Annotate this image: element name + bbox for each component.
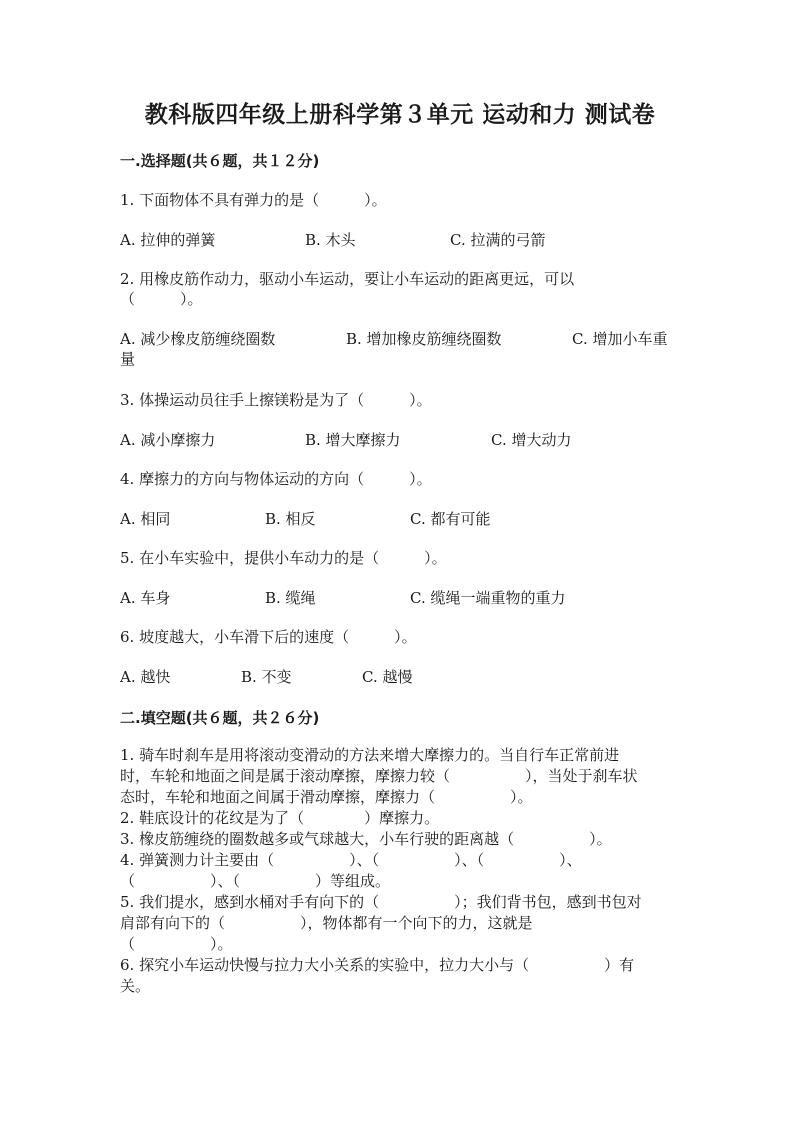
fill-line-7: （ ）、（ ）等组成。: [120, 872, 391, 890]
question-4-option-c: C. 都有可能: [410, 510, 491, 528]
fill-line-8: 5. 我们提水，感到水桶对手有向下的（ ）；我们背书包，感到书包对: [120, 893, 642, 911]
question-5-stem: 5. 在小车实验中，提供小车动力的是（ ）。: [120, 549, 447, 567]
section1-heading: 一.选择题(共６题，共１２分): [120, 152, 320, 170]
fill-line-1: 1. 骑车时刹车是用将滚动变滑动的方法来增大摩擦力的。当自行车正常前进: [120, 746, 620, 764]
section2-heading: 二.填空题(共６题，共２６分): [120, 709, 320, 727]
question-1-stem: 1. 下面物体不具有弹力的是（ ）。: [120, 191, 387, 209]
question-5-option-c: C. 缆绳一端重物的重力: [410, 589, 566, 607]
question-2-option-c: C. 增加小车重: [572, 330, 668, 348]
question-6-option-c: C. 越慢: [362, 668, 413, 686]
question-2-option-c-wrap: 量: [120, 350, 136, 368]
question-2-option-b: B. 增加橡皮筋缠绕圈数: [346, 330, 502, 348]
question-6-stem: 6. 坡度越大，小车滑下后的速度（ ）。: [120, 628, 417, 646]
fill-line-12: 关。: [120, 977, 151, 995]
question-3-stem: 3. 体操运动员往手上擦镁粉是为了（ ）。: [120, 391, 432, 409]
fill-line-11: 6. 探究小车运动快慢与拉力大小关系的实验中，拉力大小与（ ）有: [120, 956, 635, 974]
question-4-stem: 4. 摩擦力的方向与物体运动的方向（ ）。: [120, 470, 432, 488]
question-3-option-b: B. 增大摩擦力: [305, 431, 401, 449]
question-2-stem-line1: 2. 用橡皮筋作动力，驱动小车运动，要让小车运动的距离更远，可以: [120, 270, 575, 288]
question-4-option-a: A. 相同: [120, 510, 171, 528]
fill-line-9: 肩部有向下的（ ），物体都有一个向下的力，这就是: [120, 914, 533, 932]
fill-line-6: 4. 弹簧测力计主要由（ ）、（ ）、（ ）、: [120, 851, 582, 869]
question-4-option-b: B. 相反: [265, 510, 316, 528]
question-3-option-c: C. 增大动力: [491, 431, 572, 449]
fill-line-5: 3. 橡皮筋缠绕的圈数越多或气球越大，小车行驶的距离越（ ）。: [120, 830, 612, 848]
fill-line-10: （ ）。: [120, 935, 233, 953]
question-1-option-c: C. 拉满的弓箭: [450, 231, 546, 249]
fill-line-3: 态时，车轮和地面之间属于滑动摩擦，摩擦力（ ）。: [120, 788, 533, 806]
page-title: 教科版四年级上册科学第３单元 运动和力 测试卷: [144, 102, 656, 128]
question-6-option-a: A. 越快: [120, 668, 171, 686]
fill-line-2: 时，车轮和地面之间是属于滚动摩擦，摩擦力较（ ），当处于刹车状: [120, 767, 638, 785]
question-3-option-a: A. 减小摩擦力: [120, 431, 216, 449]
fill-line-4: 2. 鞋底设计的花纹是为了（ ）摩擦力。: [120, 809, 440, 827]
question-2-option-a: A. 减少橡皮筋缠绕圈数: [120, 330, 276, 348]
question-5-option-b: B. 缆绳: [265, 589, 316, 607]
question-5-option-a: A. 车身: [120, 589, 171, 607]
question-2-stem-line2: （ ）。: [120, 290, 203, 308]
question-1-option-b: B. 木头: [305, 231, 356, 249]
question-1-option-a: A. 拉伸的弹簧: [120, 231, 216, 249]
question-6-option-b: B. 不变: [241, 668, 292, 686]
